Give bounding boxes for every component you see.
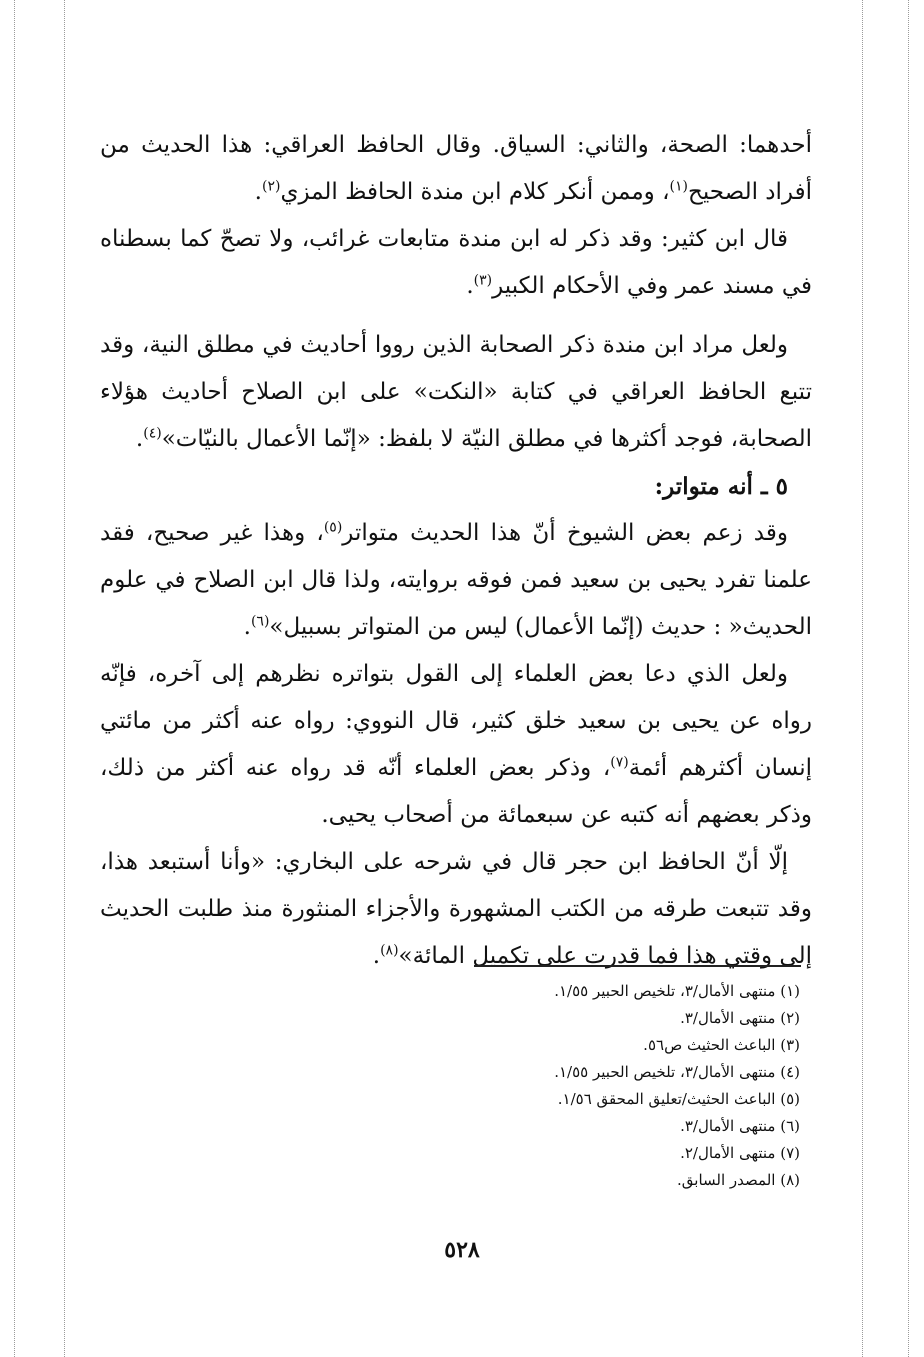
scan-edge-line — [64, 0, 65, 1357]
text-run: ولعل مراد ابن مندة ذكر الصحابة الذين رووا أحاديث في مطلق النية، وقد تتبع الحافظ العراقي في كتابة «النكت» على ابن الصلاح أحاديث هؤلاء الصحابة، فوجد أكثرها في مطلق النيّة لا بلفظ: «إنّما الأعمال بالنيّات» — [100, 332, 812, 452]
footnote-item: (٤) منتهى الأمال/٣، تلخيص الحبير ١/٥٥. — [554, 1063, 800, 1081]
heading-text: ـ أنه متواتر: — [654, 473, 768, 500]
footnote-item: (٣) الباعث الحثيث ص٥٦. — [643, 1036, 800, 1054]
main-text — [100, 122, 812, 980]
footnote-ref[interactable]: (٢) — [261, 178, 281, 195]
paragraph — [100, 322, 812, 463]
text-run: . — [243, 614, 251, 640]
text-run: . — [254, 179, 262, 205]
paragraph — [100, 839, 812, 980]
footnote-ref[interactable]: (٣) — [473, 272, 493, 289]
footnote-item: (٨) المصدر السابق. — [677, 1171, 800, 1189]
footnote-item: (٦) منتهى الأمال/٣. — [680, 1117, 800, 1135]
page-number: ٥٢٨ — [444, 1237, 480, 1263]
text-run: قال ابن كثير: وقد ذكر له ابن مندة متابعات غرائب، ولا تصحّ كما بسطناه في مسند عمر وفي الأحكام الكبير — [100, 226, 812, 299]
text-run: ، وهذا غير صحيح، فقد علمنا تفرد يحيى بن سعيد فمن فوقه بروايته، ولذا قال ابن الصلاح في علوم الحديث« : حديث (إنّما الأعمال) ليس من المتواتر بسبيل» — [100, 520, 812, 640]
heading-number: ٥ — [775, 473, 788, 500]
text-run: وقد زعم بعض الشيوخ أنّ هذا الحديث متواتر — [342, 520, 788, 546]
text-run: . — [372, 943, 381, 969]
text-run: ، وذكر بعض العلماء أنّه قد رواه عنه أكثر من ذلك، وذكر بعضهم أنه كتبه عن سبعمائة من أصحاب يحيى. — [100, 755, 812, 828]
scan-edge-line — [14, 0, 15, 1357]
text-run: ولعل الذي دعا بعض العلماء إلى القول بتواتره نظرهم إلى آخره، فإنّه رواه عن يحيى بن سعيد خلق كثير، قال النووي: رواه عنه أكثر من مائتي إنسان أكثرهم أئمة — [100, 661, 812, 781]
footnote-ref[interactable]: (٥) — [323, 519, 343, 536]
scan-edge-line — [862, 0, 863, 1357]
footnote-item: (٧) منتهى الأمال/٢. — [680, 1144, 800, 1162]
footnote-divider — [474, 965, 801, 967]
scan-edge-line — [908, 0, 909, 1357]
footnote-ref[interactable]: (٤) — [143, 425, 162, 442]
footnote-ref[interactable]: (١) — [669, 178, 688, 195]
section-heading — [100, 463, 812, 510]
footnote-item: (٥) الباعث الحثيث/تعليق المحقق ١/٥٦. — [557, 1090, 800, 1108]
paragraph — [100, 122, 812, 216]
text-run: ، وممن أنكر كلام ابن مندة الحافظ المزي — [280, 179, 670, 205]
paragraph — [100, 651, 812, 839]
footnote-ref[interactable]: (٨) — [380, 942, 399, 959]
footnote-item: (٢) منتهى الأمال/٣. — [680, 1009, 800, 1027]
footnotes-list — [300, 978, 800, 1194]
text-run: . — [135, 426, 144, 452]
footnote-ref[interactable]: (٧) — [610, 754, 629, 771]
text-run: إلّا أنّ الحافظ ابن حجر قال في شرحه على البخاري: «وأنا أستبعد هذا، وقد تتبعت طرقه من الكتب المشهورة والأجزاء المنثورة منذ طلبت الحديث إلى وقتي هذا فما قدرت على تكميل المائة» — [100, 849, 812, 969]
footnote-item: (١) منتهى الأمال/٣، تلخيص الحبير ١/٥٥. — [554, 982, 800, 1000]
footnote-ref[interactable]: (٦) — [250, 613, 270, 630]
paragraph — [100, 216, 812, 310]
paragraph — [100, 510, 812, 651]
text-run: . — [466, 273, 474, 299]
text-run: أحدهما: الصحة، والثاني: السياق. وقال الحافظ العراقي: هذا الحديث من أفراد الصحيح — [100, 132, 812, 205]
